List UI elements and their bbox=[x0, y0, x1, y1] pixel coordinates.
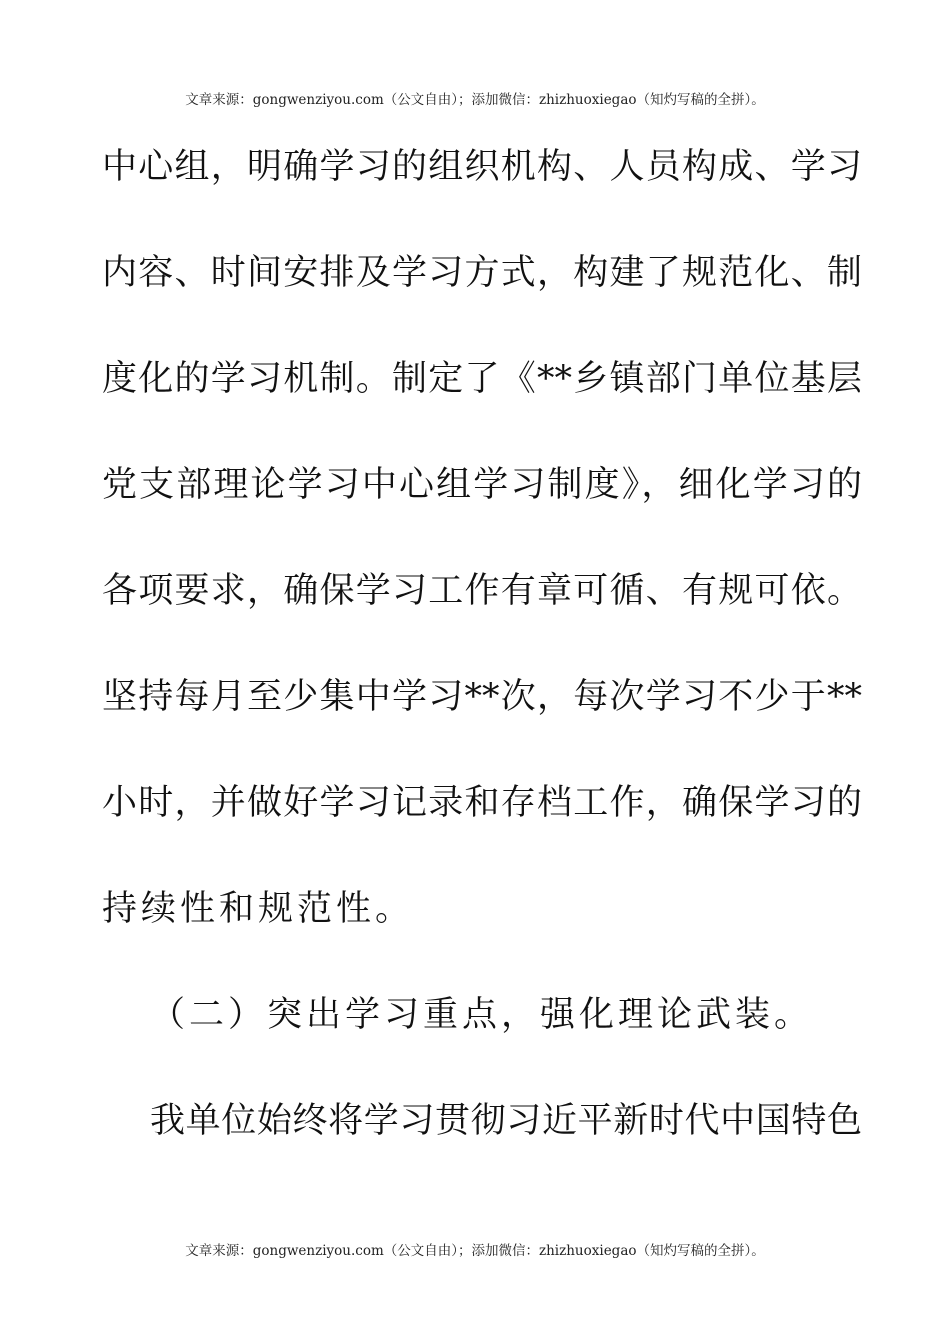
body-line-4: 党支部理论学习中心组学习制度》，细化学习的 bbox=[102, 465, 862, 505]
document-body bbox=[102, 132, 862, 1192]
body-line-7: 小时，并做好学习记录和存档工作，确保学习的 bbox=[102, 783, 862, 823]
body-line-5: 各项要求，确保学习工作有章可循、有规可依。 bbox=[102, 571, 862, 611]
body-line-3: 度化的学习机制。制定了《**乡镇部门单位基层 bbox=[102, 359, 862, 399]
body-line-6: 坚持每月至少集中学习**次，每次学习不少于** bbox=[102, 677, 862, 717]
section-heading: （二）突出学习重点，强化理论武装。 bbox=[150, 995, 814, 1035]
page-footer-source-note: 文章来源：gongwenziyou.com（公文自由）；添加微信：zhizhuoxiegao（知灼写稿的全拼）。 bbox=[185, 1243, 765, 1259]
body-line-8: 持续性和规范性。 bbox=[102, 889, 415, 929]
body-line-1: 中心组，明确学习的组织机构、人员构成、学习 bbox=[102, 147, 862, 187]
body-line-10: 我单位始终将学习贯彻习近平新时代中国特色 bbox=[150, 1101, 862, 1141]
page-header-source-note: 文章来源：gongwenziyou.com（公文自由）；添加微信：zhizhuoxiegao（知灼写稿的全拼）。 bbox=[185, 92, 765, 108]
body-line-2: 内容、时间安排及学习方式，构建了规范化、制 bbox=[102, 253, 862, 293]
